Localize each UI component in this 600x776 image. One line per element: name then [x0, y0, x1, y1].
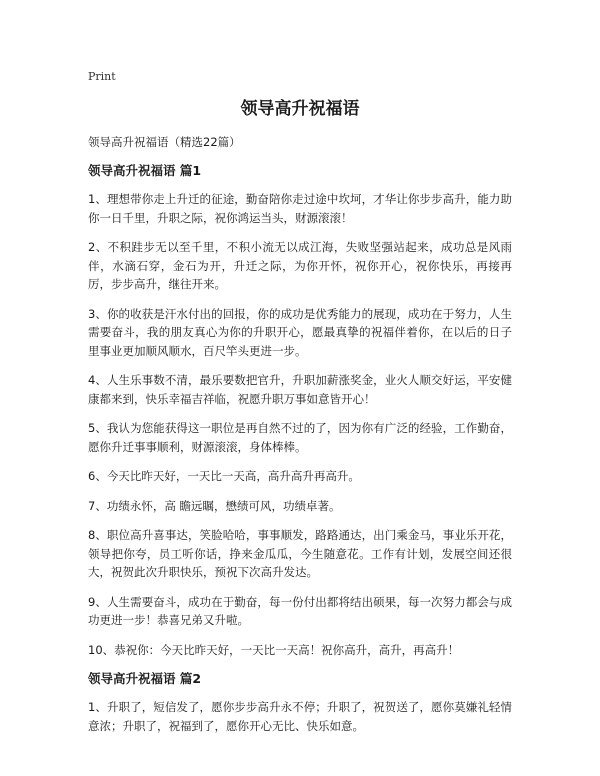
paragraph: 10、恭祝你：今天比昨天好，一天比一天高！祝你高升，高升，再高升！: [88, 642, 460, 657]
paragraph: 7、功绩永怀，高 瞻远瞩，懋绩可风，功绩卓著。: [88, 498, 341, 513]
section-2: [88, 670, 512, 735]
page-title: 领导高升祝福语: [240, 99, 360, 119]
paragraph: 2、不积跬步无以至千里，不积小流无以成江海，失败坚强站起来，成功总是风雨伴，水滴石穿，金石为开，升迁之际，为你开怀，祝你开心，祝你快乐，再接再厉，步步高升，继往开来。: [88, 240, 512, 291]
section-heading: 领导高升祝福语 篇2: [88, 671, 202, 686]
section-1: [88, 162, 512, 659]
paragraph: 9、人生需要奋斗，成功在于勤奋，每一份付出都将结出硕果，每一次努力都会与成功更进一步！恭喜兄弟又升啦。: [88, 594, 512, 627]
paragraph: 6、今天比昨天好，一天比一天高，高升高升再高升。: [88, 469, 360, 483]
paragraph: 1、升职了，短信发了，愿你步步高升永不停；升职了，祝贺送了，愿你莫嫌礼轻情意浓；升职了，祝福到了，愿你开心无比、快乐如意。: [88, 700, 512, 733]
paragraph: 8、职位高升喜事达，笑脸哈哈，事事顺发，路路通达，出门乘金马，事业乐开花，领导把你夸，员工听你话，挣来金瓜瓜，今生随意花。工作有计划，发展空间还很大，祝贺此次升职快乐，预祝下次高升发达。: [88, 528, 512, 579]
print-label[interactable]: Print: [88, 70, 116, 83]
paragraph: 5、我认为您能获得这一职位是再自然不过的了，因为你有广泛的经验，工作勤奋，愿你升迁事事顺利，财源滚滚，身体棒棒。: [88, 421, 512, 454]
section-heading: 领导高升祝福语 篇1: [88, 163, 202, 178]
paragraph: 1、理想带你走上升迁的征途，勤奋陪你走过途中坎坷，才华让你步步高升，能力助你一日千里，升职之际，祝你鸿运当头，财源滚滚！: [88, 192, 512, 225]
paragraph: 3、你的收获是汗水付出的回报，你的成功是优秀能力的展现，成功在于努力，人生需要奋斗，我的朋友真心为你的升职开心，愿最真挚的祝福伴着你，在以后的日子里事业更加顺风顺水，百尺竿头更进一步。: [88, 306, 512, 358]
page-subtitle: 领导高升祝福语（精选22篇）: [88, 135, 241, 149]
paragraph: 4、人生乐事数不清，最乐要数把官升，升职加薪涨奖金，业火人顺交好运，平安健康都来到，快乐幸福吉祥临，祝愿升职万事如意皆开心！: [88, 373, 512, 406]
